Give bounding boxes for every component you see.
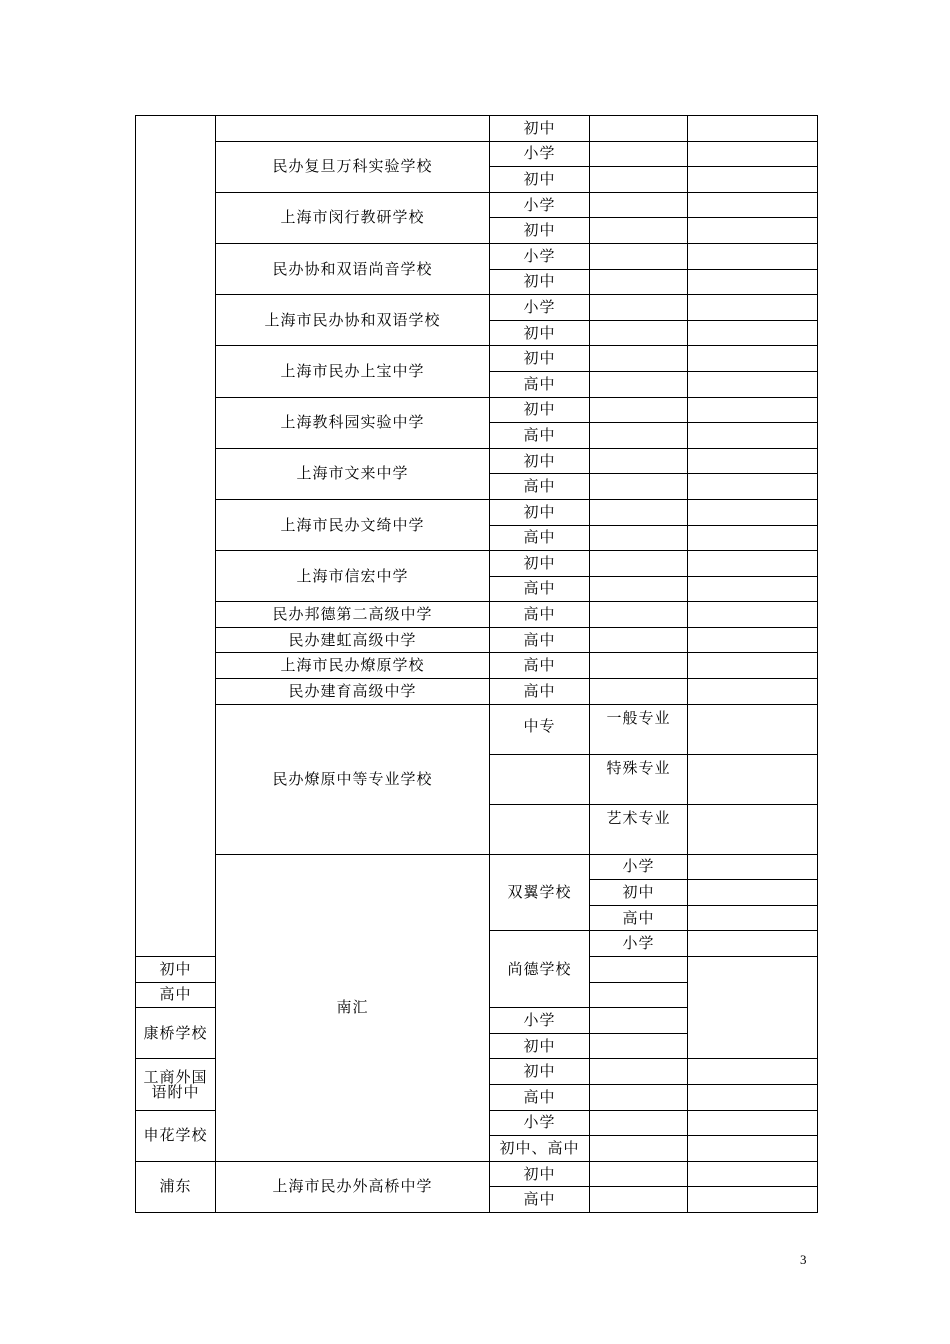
level-cell: 高中: [490, 525, 590, 551]
level-cell: 小学: [490, 243, 590, 269]
table-row: [136, 602, 818, 628]
school-name-cell: 双翼学校: [490, 854, 590, 931]
table-row: [136, 1161, 818, 1187]
level-cell: 高中: [490, 679, 590, 705]
school-name-cell: 上海市民办上宝中学: [216, 346, 490, 397]
level-cell: 高中: [490, 1085, 590, 1111]
level-cell: 高中: [490, 576, 590, 602]
level-cell: [490, 754, 590, 804]
level-cell: 初中: [490, 551, 590, 577]
level-cell: 初中: [490, 346, 590, 372]
table-row: [136, 679, 818, 705]
school-fee-table: [135, 115, 818, 1213]
level-cell: 小学: [590, 931, 688, 957]
district-cell: 南汇: [216, 854, 490, 1161]
level-cell: 初中: [490, 448, 590, 474]
level-cell: 高中: [490, 371, 590, 397]
table-row: [136, 551, 818, 577]
school-name-cell: 民办协和双语尚音学校: [216, 243, 490, 294]
level-cell: 小学: [590, 854, 688, 880]
school-name-cell: 民办邦德第二高级中学: [216, 602, 490, 628]
level-cell: 初中: [590, 880, 688, 906]
school-name-cell: 上海教科园实验中学: [216, 397, 490, 448]
page-number: 3: [800, 1252, 807, 1267]
level-cell: 初中: [490, 499, 590, 525]
level-cell: 小学: [490, 192, 590, 218]
table-row: [136, 141, 818, 167]
table-row: [136, 854, 818, 880]
table-row: [136, 397, 818, 423]
level-cell: 高中: [490, 602, 590, 628]
table-row: [136, 627, 818, 653]
level-cell: 高中: [490, 423, 590, 449]
district-cell: 浦东: [136, 1161, 216, 1212]
level-cell: 中专: [490, 704, 590, 754]
school-name-cell: 上海市民办文绮中学: [216, 499, 490, 550]
table-row: [136, 653, 818, 679]
level-cell: 高中: [490, 627, 590, 653]
school-name-cell: 申花学校: [136, 1110, 216, 1161]
level-cell: 高中: [490, 1187, 590, 1213]
level-cell: 高中: [490, 653, 590, 679]
level-cell: 小学: [490, 1008, 590, 1034]
level-cell: 初中: [490, 167, 590, 193]
school-name-cell: 民办建育高级中学: [216, 679, 490, 705]
table-row: [136, 116, 818, 142]
school-name-cell: 尚德学校: [490, 931, 590, 1008]
level-cell: 初中: [490, 1161, 590, 1187]
school-name-cell: 工商外国语附中: [136, 1059, 216, 1110]
school-name-cell: 康桥学校: [136, 1008, 216, 1059]
school-name-cell: 民办燎原中等专业学校: [216, 704, 490, 854]
school-name-cell: [216, 116, 490, 142]
level-cell: 初中、高中: [490, 1136, 590, 1162]
school-name-cell: 上海市文来中学: [216, 448, 490, 499]
level-cell: 高中: [590, 905, 688, 931]
major-cell: 一般专业: [590, 704, 688, 754]
school-name-cell: 民办建虹高级中学: [216, 627, 490, 653]
table-row: [136, 499, 818, 525]
level-cell: 初中: [490, 116, 590, 142]
level-cell: 高中: [136, 982, 216, 1008]
school-name-cell: 上海市民办外高桥中学: [216, 1161, 490, 1212]
table-row: [136, 448, 818, 474]
level-cell: 初中: [490, 1059, 590, 1085]
level-cell: 初中: [490, 397, 590, 423]
school-name-cell: 上海市信宏中学: [216, 551, 490, 602]
school-name-cell: 上海市闵行教研学校: [216, 192, 490, 243]
level-cell: [490, 804, 590, 854]
level-cell: 高中: [490, 474, 590, 500]
level-cell: 初中: [490, 218, 590, 244]
table-row: [136, 346, 818, 372]
major-cell: 艺术专业: [590, 804, 688, 854]
table-row: [136, 295, 818, 321]
table-row: [136, 704, 818, 754]
level-cell: 小学: [490, 1110, 590, 1136]
level-cell: 初中: [136, 957, 216, 983]
school-name-cell: 上海市民办燎原学校: [216, 653, 490, 679]
level-cell: 小学: [490, 295, 590, 321]
major-cell: 特殊专业: [590, 754, 688, 804]
level-cell: 初中: [490, 1033, 590, 1059]
school-name-cell: 上海市民办协和双语学校: [216, 295, 490, 346]
school-name-cell: 民办复旦万科实验学校: [216, 141, 490, 192]
district-cell: [136, 116, 216, 957]
table-row: [136, 243, 818, 269]
level-cell: 初中: [490, 320, 590, 346]
level-cell: 小学: [490, 141, 590, 167]
table-row: [136, 192, 818, 218]
level-cell: 初中: [490, 269, 590, 295]
